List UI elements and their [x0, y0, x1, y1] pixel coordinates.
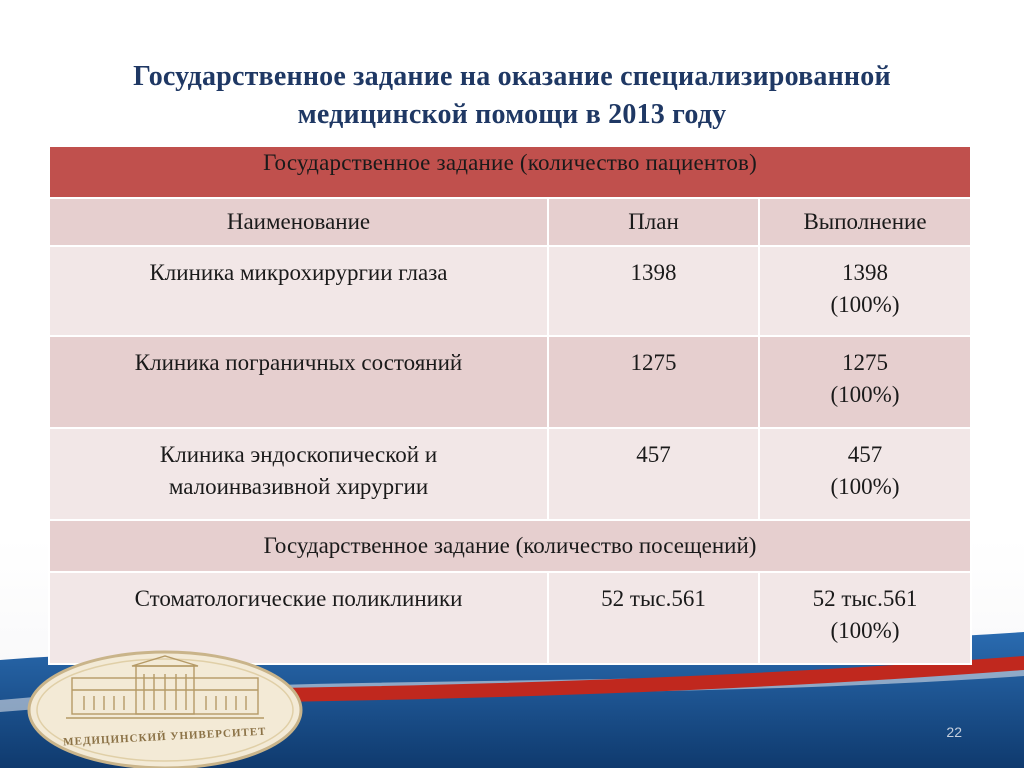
row-name [49, 428, 548, 520]
row-done-percent: (100%) [830, 292, 900, 317]
header-plan: План [548, 198, 759, 246]
table-row [49, 246, 971, 336]
header-name: Наименование [49, 198, 548, 246]
row-done [759, 336, 971, 428]
row-plan: 457 [548, 428, 759, 520]
logo-caption: МЕДИЦИНСКИЙ УНИВЕРСИТЕТ [62, 725, 267, 749]
row-done-percent: (100%) [830, 474, 900, 499]
slide-title-line-2: медицинской помощи в 2013 году [297, 99, 727, 130]
row-done [759, 246, 971, 336]
row-done-value: 52 тыс.561 [812, 586, 918, 611]
row-done-percent: (100%) [830, 618, 900, 643]
university-logo [26, 648, 304, 768]
slide-title-line-1: Государственное задание на оказание специализированной [133, 61, 891, 92]
row-done-value: 1275 [842, 350, 889, 375]
row-name-line: Клиника микрохирургии глаза [149, 260, 448, 285]
row-name-line: Клиника пограничных состояний [134, 350, 463, 375]
row-done-value: 1398 [842, 260, 889, 285]
row-done-percent: (100%) [830, 382, 900, 407]
row-plan: 52 тыс.561 [548, 572, 759, 664]
row-plan: 1398 [548, 246, 759, 336]
row-done [759, 572, 971, 664]
row-name [49, 246, 548, 336]
row-name [49, 336, 548, 428]
table-row [49, 428, 971, 520]
row-name: Стоматологические поликлиники [49, 572, 548, 664]
page-number: 22 [946, 724, 962, 740]
row-plan: 1275 [548, 336, 759, 428]
row-done [759, 428, 971, 520]
state-assignment-table [48, 145, 972, 665]
header-done: Выполнение [759, 198, 971, 246]
table-banner: Государственное задание (количество пациентов) [49, 146, 971, 198]
row-done-value: 457 [847, 442, 883, 467]
table-row [49, 336, 971, 428]
table-subheader: Государственное задание (количество посещений) [49, 520, 971, 572]
table-header-row [49, 198, 971, 246]
table-subheader-row [49, 520, 971, 572]
row-name-line: Клиника эндоскопической и [159, 442, 438, 467]
row-name-line: малоинвазивной хирургии [168, 474, 429, 499]
